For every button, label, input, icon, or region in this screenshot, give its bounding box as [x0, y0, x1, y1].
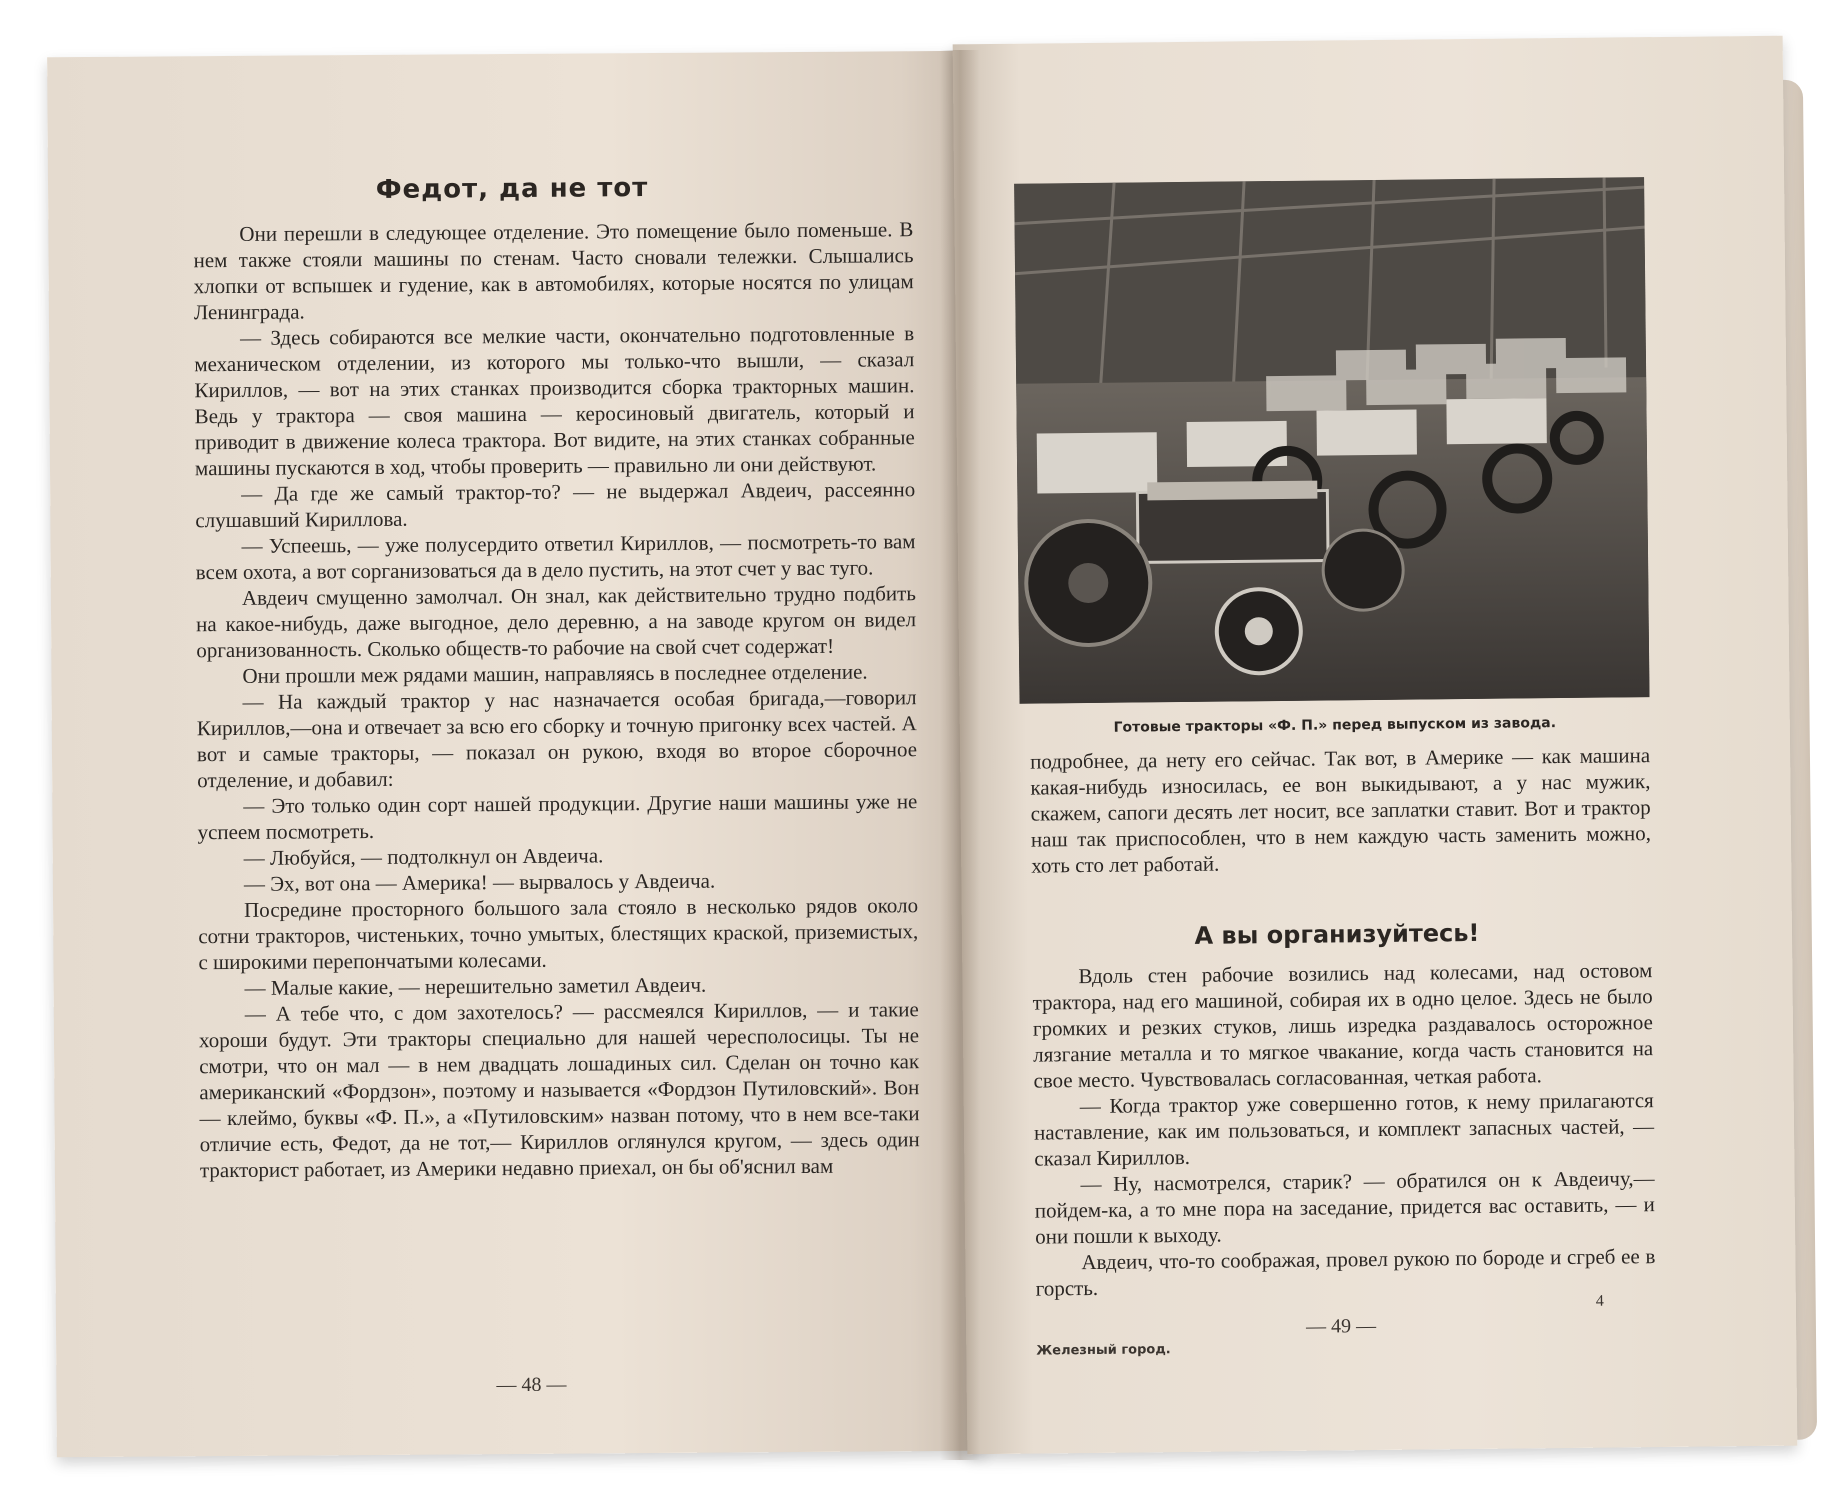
- paragraph: Они перешли в следующее отделение. Это помещение было поменьше. В нем также стояли машины по стенам. Часто сновали тележки. Слышались хлопки от вспышек и гудение, как в автомобилях, которые носятся по улицам Ленинграда.: [193, 217, 914, 325]
- paragraph: Авдеич смущенно замолчал. Он знал, как действительно трудно подбить на какое-нибудь, даже выгодное, дело деревню, а на заводе кругом он видел организованность. Сколько обществ-то рабочие на свой счет содержат!: [196, 581, 917, 663]
- paragraph: — Эх, вот она — Америка! — вырвалось у Авдеича.: [243, 868, 716, 896]
- page-number-right: — 49 —: [1305, 1315, 1377, 1338]
- footer-book-title: Железный город.: [1036, 1342, 1171, 1359]
- paragraph: — А тебе что, с дом захотелось? — рассмеялся Кириллов, — и такие хороши будут. Эти тракторы специально для нашей чересполосицы. Ты не смотри, что он мал — в нем двадцать лошадиных сил. Сделан он точно как американский «Фордзон», поэтому и называется «Фордзон Путиловский». Вон — клеймо, буквы «Ф. П.», а «Путиловским» назван потому, что в нем все-таки отличие есть, Федот, да не тот,— Кириллов оглянулся кругом, — здесь один тракторист работает, из Америки недавно приехал, он бы об'яснил вам: [198, 997, 920, 1183]
- paragraph: — Это только один сорт нашей продукции. Другие наши машины уже не успеем посмотреть.: [197, 789, 918, 845]
- tractor-rows-illustration: [1014, 177, 1649, 704]
- page-number-left: — 48 —: [496, 1373, 567, 1397]
- paragraph: — Здесь собираются все мелкие части, окончательно подготовленные в механическом отделении, из которого мы только-что вышли, — сказал Кириллов, — вот на этих станках производится сборка тракторных машин. Ведь у трактора — своя машина — керосиновый двигатель, который и приводит в движение колеса трактора. Вот видите, на этих станках собранные машины пускаются в ход, чтобы проверить — правильно ли они действуют.: [194, 321, 915, 481]
- open-book: [40, 40, 1820, 1460]
- paragraph: Посредине просторного большого зала стояло в несколько рядов около сотни тракторов, чистеньких, точно умытых, блестящих краской, приземистых, с широкими перепончатыми колесами.: [198, 893, 919, 975]
- photo-caption: Готовые тракторы «Ф. П.» перед выпуском из завода.: [1113, 715, 1557, 736]
- paragraph: — Успеешь, — уже полусердито ответил Кириллов, — посмотреть-то вам всем охота, а вот сорганизоваться да в дело пустить, на этот счет у вас туго.: [195, 529, 916, 585]
- left-page: [47, 51, 985, 1457]
- chapter-heading-right: А вы организуйтесь!: [1194, 918, 1480, 950]
- paragraph: — Малые какие, — нерешительно заметил Авдеич.: [244, 972, 707, 1000]
- paragraph: — Да где же самый трактор-то? — не выдержал Авдеич, рассеянно слушавший Кириллова.: [195, 477, 916, 533]
- right-page-continuation: [1030, 742, 1651, 878]
- signature-mark: 4: [1595, 1292, 1604, 1310]
- paragraph: подробнее, да нету его сейчас. Так вот, в Америке — как машина какая-нибудь износилась, ее вон выкидывают, а у нас мужик, скажем, сапоги десять лет носит, все заплатки ставит. Вот и трактор наш так приспособлен, что в нем каждую часть заменить можно, хоть сто лет работай.: [1030, 743, 1652, 878]
- left-page-text: [193, 216, 920, 1183]
- chapter-heading-left: Федот, да не тот: [375, 173, 649, 205]
- right-page: [953, 36, 1798, 1455]
- paragraph: Они прошли меж рядами машин, направляясь в последнее отделение.: [242, 659, 868, 688]
- paragraph: Вдоль стен рабочие возились над колесами, над остовом трактора, над его машиной, собирая их в одно целое. Здесь не было громких и резких стуков, лишь изредка раздавалось осторожное лязгание металла и то мягкое чвакание, когда часть становится на свое место. Чувствовалась согласованная, четкая работа.: [1032, 958, 1654, 1093]
- paragraph: Авдеич, что-то соображая, провел рукою по бороде и сгреб ее в горсть.: [1035, 1244, 1656, 1301]
- factory-photo: [1014, 177, 1649, 704]
- paragraph: — Любуйся, — подтолкнул он Авдеича.: [243, 843, 604, 870]
- book-spine: [940, 50, 980, 1460]
- paragraph: — Ну, насмотрелся, старик? — обратился он к Авдеичу,— пойдем-ка, а то мне пора на заседание, придется вас оставить, — и они пошли к выходу.: [1034, 1166, 1655, 1249]
- paragraph: — Когда трактор уже совершенно готов, к нему прилагаются наставление, как им пользоваться, и комплект запасных частей, — сказал Кириллов.: [1033, 1088, 1655, 1171]
- right-page-text: [1032, 957, 1656, 1301]
- paragraph: — На каждый трактор у нас назначается особая бригада,—говорил Кириллов,—она и отвечает за всю его сборку и точную пригонку всех частей. А вот и самые тракторы, — показал он рукою, входя во второе сборочное отделение, и добавил:: [196, 685, 918, 793]
